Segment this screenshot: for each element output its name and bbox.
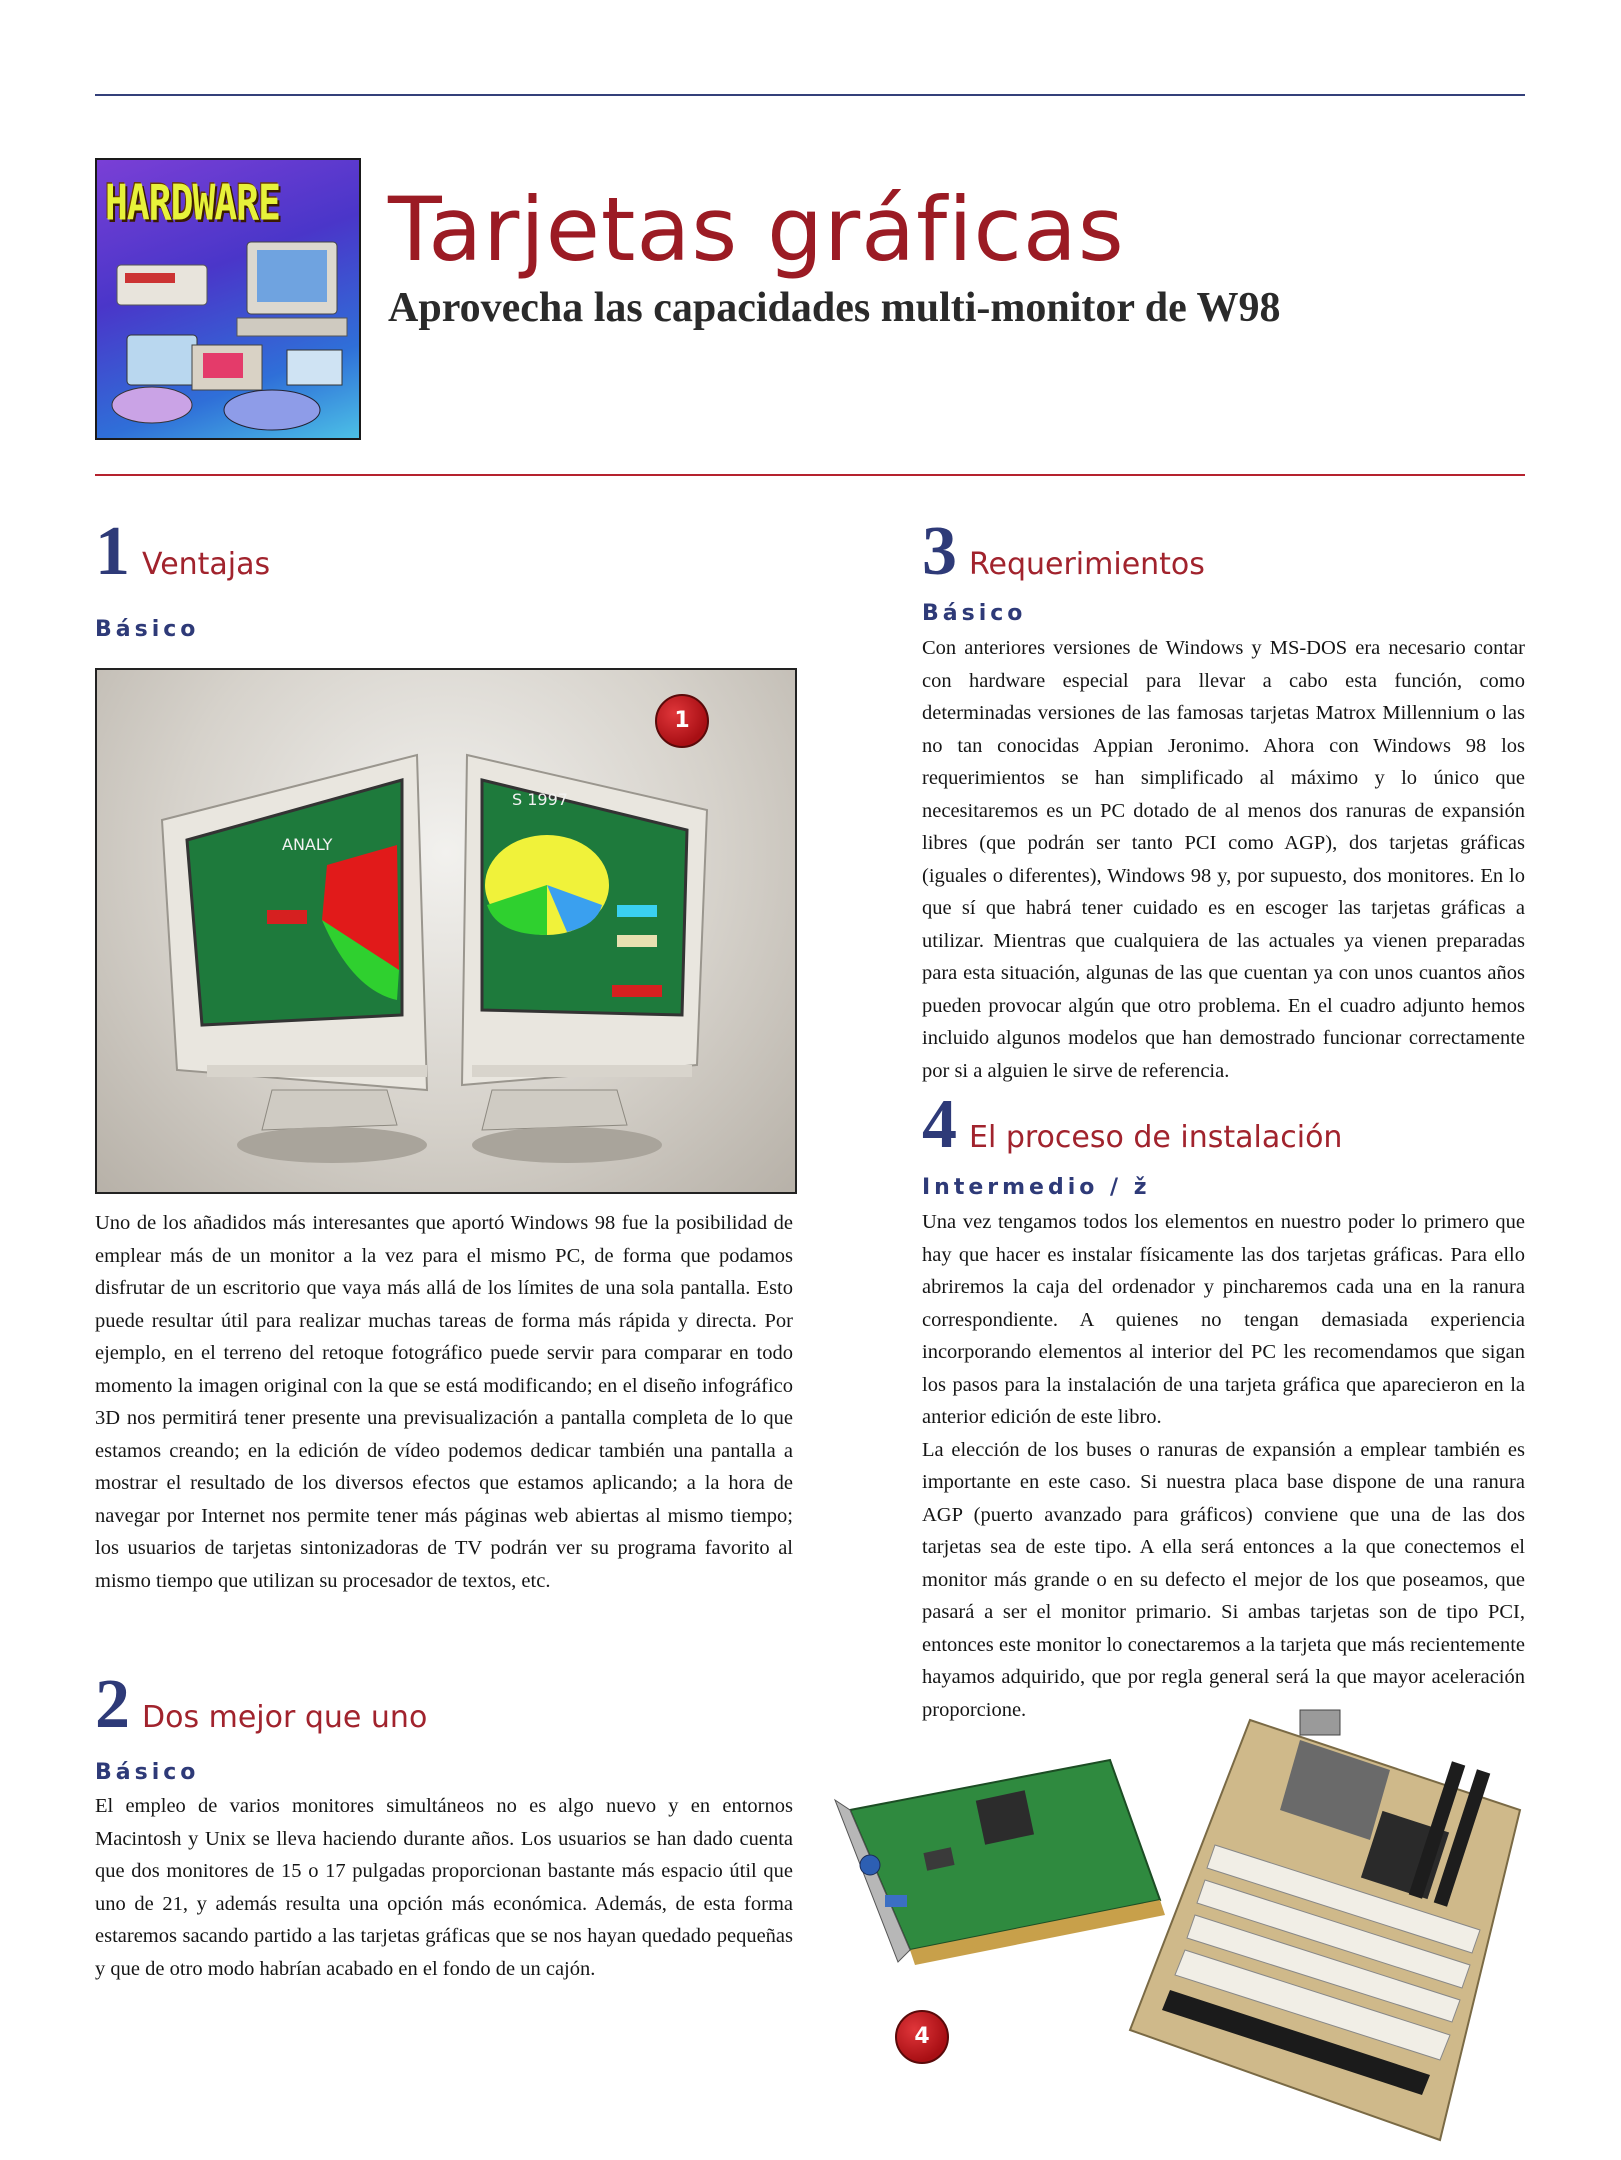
section-4-paragraph-2: La elección de los buses o ranuras de expansión a emplear también es importante en este caso. Si nuestra placa base dispone de una ranura AGP (puerto avanzado para gráficos) conviene que una de las dos tarjetas sea de este tipo. A ella será entonces a la que conectemos el monitor más grande o en su defecto el mejor de los que poseamos, que pasará a ser el monitor primario. Si ambas tarjetas son de tipo PCI, entonces este monitor lo conectaremos a la tarjeta que más recientemente hayamos adquirido, que por regla general será la que mayor aceleración proporcione. — [922, 1438, 1525, 1721]
section-3-level: Básico — [922, 601, 1027, 626]
hardware-logo: HARDWARE — [105, 174, 281, 232]
section-2-title: Dos mejor que uno — [142, 1700, 428, 1735]
section-3-title: Requerimientos — [969, 547, 1205, 582]
section-4-level: Intermedio / ž — [922, 1175, 1151, 1200]
graphics-card-motherboard-illustration — [830, 1700, 1530, 2150]
section-1-number: 1 — [95, 513, 130, 590]
figure-4-badge: 4 — [895, 2010, 949, 2064]
section-4-heading — [922, 1085, 1342, 1165]
section-2-body — [95, 1790, 793, 1985]
section-3-body — [922, 632, 1525, 1087]
section-1-level: Básico — [95, 617, 200, 642]
dual-monitor-photo — [95, 668, 797, 1194]
section-2-paragraph: El empleo de varios monitores simultáneos no es algo nuevo y en entornos Macintosh y Unix se lleva haciendo durante años. Los usuarios se han dado cuenta que dos monitores de 15 o 17 pulgadas proporcionan bastante más espacio útil que uno de 21, y además resulta una opción más económica. Además, de esta forma estaremos sacando partido a las tarjetas gráficas que se nos hayan quedado pequeñas y que de otro modo habrían acabado en el fondo de un cajón. — [95, 1795, 793, 1980]
section-4-paragraph-1: Una vez tengamos todos los elementos en nuestro poder lo primero que hay que hacer es instalar físicamente las dos tarjetas gráficas. Para ello abriremos la caja del ordenador y pincharemos cada una en la ranura correspondiente. A quienes no tengan demasiada experiencia incorporando elementos al interior del PC les recomendamos que sigan los pasos para la instalación de una tarjeta gráfica que aparecieron en la anterior edición de este libro. — [922, 1211, 1525, 1428]
right-screen-text: S 1997 — [512, 790, 568, 809]
section-2-heading — [95, 1665, 427, 1745]
section-4-body — [922, 1206, 1525, 1726]
header-divider — [95, 474, 1525, 476]
hardware-photo — [830, 1700, 1530, 2150]
section-1-body — [95, 1207, 793, 1597]
page-title: Tarjetas gráficas — [388, 178, 1125, 281]
section-3-number: 3 — [922, 513, 957, 590]
section-3-paragraph: Con anteriores versiones de Windows y MS-DOS era necesario contar con hardware especial para llevar a cabo esta función, como determinadas versiones de las famosas tarjetas Matrox Millennium o las no tan conocidas Appian Jeronimo. Ahora con Windows 98 los requerimientos se han simplificado al máximo y lo único que necesitaremos es un PC dotado de al menos dos ranuras de expansión libres (que podrán ser tanto PCI como AGP), dos tarjetas gráficas (iguales o diferentes), Windows 98 y, por supuesto, dos monitores. En lo que sí que habrá tener cuidado es en escoger las tarjetas gráficas a utilizar. Mientras que cualquiera de las actuales ya vienen preparadas para esta situación, algunas de las que cuentan ya con unos cuantos años pueden provocar algún que otro problema. En el cuadro adjunto hemos incluido algunos modelos que han demostrado funcionar correctamente por si a alguien le sirve de referencia. — [922, 637, 1525, 1082]
section-2-number: 2 — [95, 1666, 130, 1743]
hardware-collage-image — [97, 160, 359, 438]
top-rule — [95, 94, 1525, 96]
section-3-heading — [922, 512, 1205, 592]
page-subtitle: Aprovecha las capacidades multi-monitor de W98 — [388, 285, 1281, 331]
section-1-heading — [95, 512, 270, 592]
dual-monitor-illustration — [97, 670, 795, 1192]
section-4-number: 4 — [922, 1086, 957, 1163]
hardware-thumbnail — [95, 158, 361, 440]
left-screen-text: ANALY — [282, 835, 333, 854]
section-1-paragraph: Uno de los añadidos más interesantes que aportó Windows 98 fue la posibilidad de emplear más de un monitor a la vez para el mismo PC, de forma que podamos disfrutar de un escritorio que vaya más allá de los límites de una sola pantalla. Esto puede resultar útil para realizar muchas tareas de forma más rápida y directa. Por ejemplo, en el terreno del retoque fotográfico puede servir para comparar en todo momento la imagen original con la que se está modificando; en el diseño infográfico 3D nos permitirá tener presente una previsualización a pantalla completa de lo que estamos creando; en la edición de vídeo podemos dedicar también una pantalla a mostrar el resultado de los diversos efectos que estamos aplicando; a la hora de navegar por Internet nos permite tener más páginas web abiertas al mismo tiempo; los usuarios de tarjetas sintonizadoras de TV podrán ver su programa favorito al mismo tiempo que utilizan su procesador de textos, etc. — [95, 1212, 793, 1592]
section-4-title: El proceso de instalación — [969, 1120, 1343, 1155]
section-2-level: Básico — [95, 1760, 200, 1785]
section-1-title: Ventajas — [142, 547, 271, 582]
figure-1-badge: 1 — [655, 694, 709, 748]
